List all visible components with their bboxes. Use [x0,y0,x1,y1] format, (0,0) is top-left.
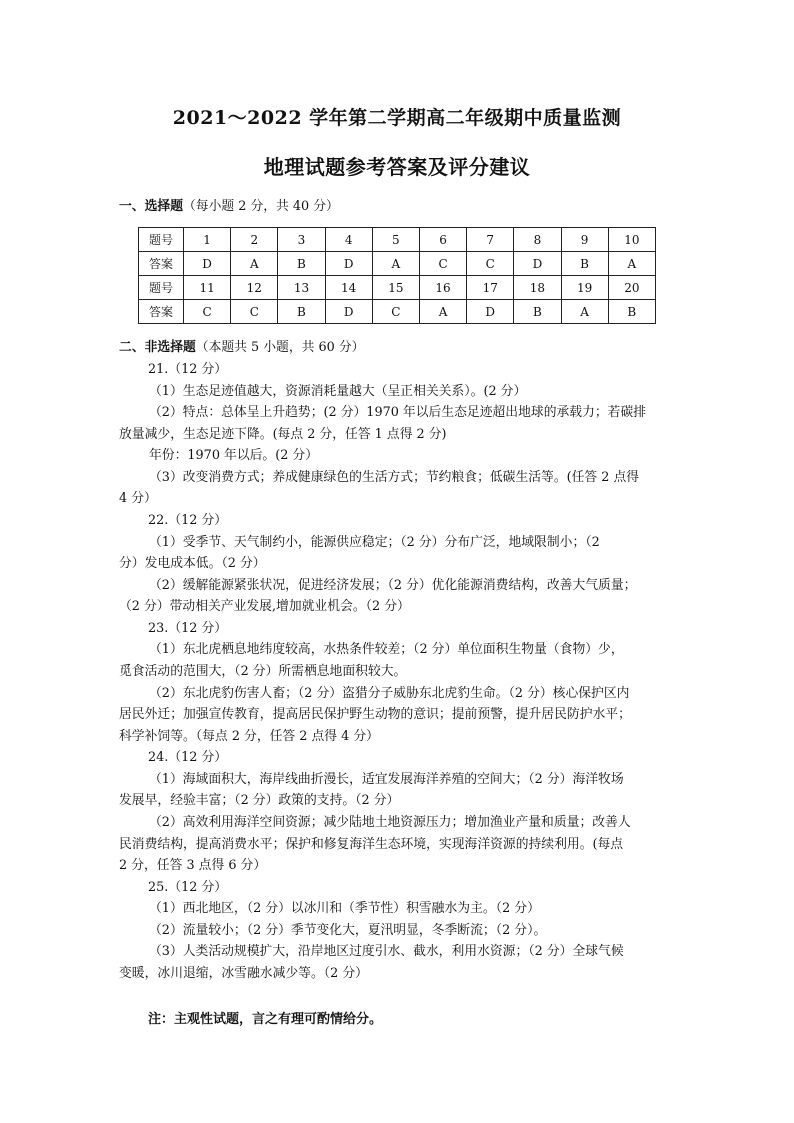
answer-line: （1）受季节、天气制约小，能源供应稳定；（2 分）分布广泛，地域限制小；（2 [149,535,600,550]
answer-cell: A [231,252,278,276]
answer-table [138,227,656,324]
answer-cell: D [467,300,514,324]
question-number: 13 [278,276,325,300]
question-number: 11 [184,276,231,300]
row-label-question: 题号 [139,228,184,252]
section-2-heading [119,340,364,356]
question-22-heading: 22.（12 分） [148,513,228,528]
answer-line: 年份：1970 年以后。(2 分） [149,448,319,463]
row-label-answer: 答案 [139,252,184,276]
answer-cell: D [325,252,372,276]
section-1-note: （每小题 2 分，共 40 分） [182,199,339,214]
question-number: 2 [231,228,278,252]
answer-line: 2 分，任答 3 点得 6 分） [119,858,267,873]
question-number: 19 [561,276,608,300]
answer-cell: B [278,252,325,276]
answer-cell: D [514,252,561,276]
answer-cell: B [561,252,608,276]
answer-cell: A [419,300,466,324]
grading-note: 注：主观性试题，言之有理可酌情给分。 [148,1012,383,1027]
question-number: 10 [608,228,655,252]
answer-cell: A [372,252,419,276]
answer-cell: A [561,300,608,324]
question-number: 1 [184,228,231,252]
question-number: 20 [608,276,655,300]
answer-line: 分）发电成本低。（2 分） [119,556,266,571]
section-1-title: 一、选择题 [119,199,183,214]
answer-line: （2）特点：总体呈上升趋势；(2 分）1970 年以后生态足迹超出地球的承载力；若碳排 [149,405,647,420]
question-number: 12 [231,276,278,300]
table-row-answer-1 [139,252,656,276]
answer-line: 4 分） [119,491,157,506]
answer-cell: C [184,300,231,324]
answer-cell: B [514,300,561,324]
section-1-heading [119,199,339,215]
answer-line: 放量减少，生态足迹下降。(每点 2 分，任答 1 点得 2 分) [119,427,447,442]
row-label-question: 题号 [139,276,184,300]
answer-line: 觅食活动的范围大，（2 分）所需栖息地面积较大。 [119,664,407,679]
answer-line: （1）生态足迹值越大，资源消耗量越大（呈正相关关系）。(2 分） [149,384,527,399]
table-row-question-2 [139,276,656,300]
answer-line: （1）西北地区，（2 分）以冰川和（季节性）积雪融水为主。（2 分） [149,901,540,916]
question-number: 15 [372,276,419,300]
answer-cell: C [467,252,514,276]
question-number: 17 [467,276,514,300]
document-subtitle: 地理试题参考答案及评分建议 [263,155,531,179]
answer-cell: C [231,300,278,324]
question-25-heading: 25.（12 分） [148,880,228,895]
answer-cell: A [608,252,655,276]
question-21-heading: 21.（12 分） [148,362,228,377]
question-number: 8 [514,228,561,252]
question-number: 16 [419,276,466,300]
section-2-title: 二、非选择题 [119,340,196,355]
question-number: 4 [325,228,372,252]
answer-cell: C [419,252,466,276]
answer-cell: B [278,300,325,324]
question-number: 14 [325,276,372,300]
table-row-question-1 [139,228,656,252]
question-number: 6 [419,228,466,252]
table-row-answer-2 [139,300,656,324]
answer-cell: C [372,300,419,324]
answer-line: （2）流量较小；（2 分）季节变化大，夏汛明显，冬季断流；（2 分）。 [149,923,547,938]
question-23-heading: 23.（12 分） [148,621,228,636]
answer-line: （3）改变消费方式；养成健康绿色的生活方式；节约粮食；低碳生活等。(任答 2 点得 [149,470,640,485]
answer-line: 发展早，经验丰富；（2 分）政策的支持。（2 分） [119,793,400,808]
answer-line: 变暖，冰川退缩，冰雪融水减少等。（2 分） [119,966,368,981]
row-label-answer: 答案 [139,300,184,324]
answer-cell: D [184,252,231,276]
question-number: 9 [561,228,608,252]
answer-line: （2）东北虎豹伤害人畜；（2 分）盗猎分子威胁东北虎豹生命。（2 分）核心保护区内 [149,686,630,701]
answer-line: （1）东北虎栖息地纬度较高，水热条件较差；（2 分）单位面积生物量（食物）少， [149,642,624,657]
question-number: 3 [278,228,325,252]
answer-line: 科学补饲等。（每点 2 分，任答 2 点得 4 分） [119,729,379,744]
answer-line: （2）高效利用海洋空间资源；减少陆地土地资源压力；增加渔业产量和质量；改善人 [149,815,631,830]
section-2-note: （本题共 5 小题，共 60 分） [195,340,365,355]
question-24-heading: 24.（12 分） [148,750,228,765]
question-number: 7 [467,228,514,252]
question-number: 18 [514,276,561,300]
answer-line: （3）人类活动规模扩大，沿岸地区过度引水、截水，利用水资源；（2 分）全球气候 [149,944,624,959]
answer-line: （1）海域面积大，海岸线曲折漫长，适宜发展海洋养殖的空间大；（2 分）海洋牧场 [149,772,624,787]
question-number: 5 [372,228,419,252]
answer-line: 居民外迁；加强宣传教育，提高居民保护野生动物的意识；提前预警，提升居民防护水平； [119,707,631,722]
answer-line: （2）缓解能源紧张状况，促进经济发展；（2 分）优化能源消费结构，改善大气质量； [149,578,637,593]
answer-cell: B [608,300,655,324]
exam-title: 2021～2022 学年第二学期高二年级期中质量监测 [172,107,622,129]
answer-line: （2 分）带动相关产业发展,增加就业机会。（2 分） [119,599,410,614]
answer-cell: D [325,300,372,324]
answer-line: 民消费结构，提高消费水平；保护和修复海洋生态环境，实现海洋资源的持续利用。(每点 [119,837,624,852]
